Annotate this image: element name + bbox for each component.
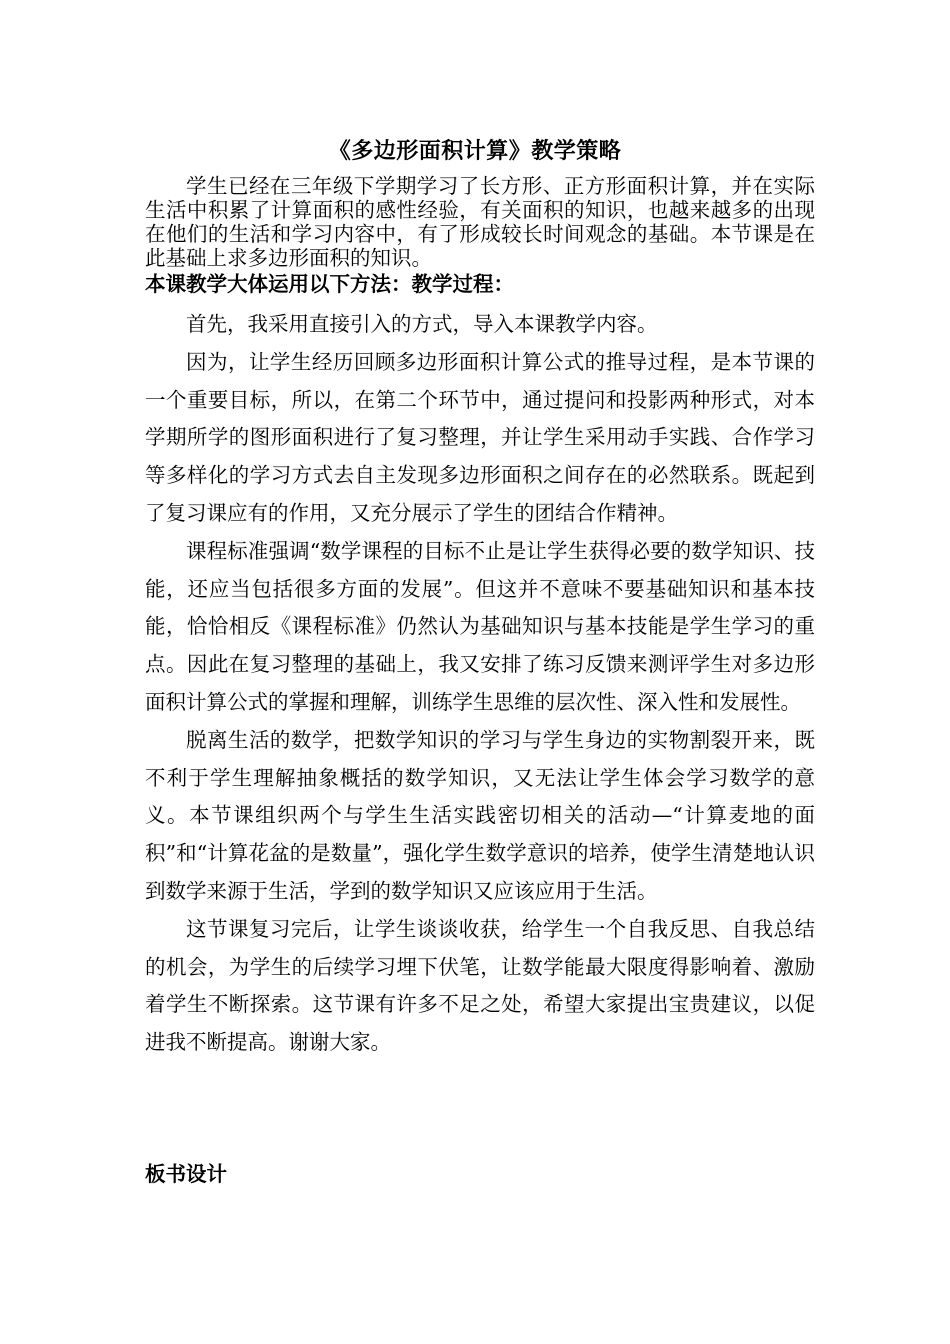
intro-section [145,174,815,296]
methods-heading: 本课教学大体运用以下方法：教学过程： [145,272,514,296]
paragraph-life-math: 脱离生活的数学，把数学知识的学习与学生身边的实物割裂开来，既不利于学生理解抽象概括的数学知识，又无法让学生体会学习数学的意义。本节课组织两个与学生生活实践密切相关的活动—“计算麦地的面积”和“计算花盆的是数量”，强化学生数学意识的培养，使学生清楚地认识到数学来源于生活，学到的数学知识又应该应用于生活。 [145,727,815,903]
paragraph-summary: 这节课复习完后，让学生谈谈收获，给学生一个自我反思、自我总结的机会，为学生的后续学习埋下伏笔，让数学能最大限度得影响着、激励着学生不断探索。这节课有许多不足之处，希望大家提出宝贵建议，以促进我不断提高。谢谢大家。 [145,916,815,1055]
body-section [145,306,815,1062]
intro-paragraph: 学生已经在三年级下学期学习了长方形、正方形面积计算，并在实际生活中积累了计算面积的感性经验，有关面积的知识，也越来越多的出现在他们的生活和学习内容中，有了形成较长时间观念的基础。本节课是在此基础上求多边形面积的知识。 [145,174,815,270]
paragraph-standards: 课程标准强调“数学课程的目标不止是让学生获得必要的数学知识、技能，还应当包括很多方面的发展”。但这并不意味不要基础知识和基本技能，恰恰相反《课程标准》仍然认为基础知识与基本技能是学生学习的重点。因此在复习整理的基础上，我又安排了练习反馈来测评学生对多边形面积计算公式的掌握和理解，训练学生思维的层次性、深入性和发展性。 [145,538,815,714]
paragraph-review: 因为，让学生经历回顾多边形面积计算公式的推导过程，是本节课的一个重要目标，所以，在第二个环节中，通过提问和投影两种形式，对本学期所学的图形面积进行了复习整理，并让学生采用动手实践、合作学习等多样化的学习方式去自主发现多边形面积之间存在的必然联系。既起到了复习课应有的作用，又充分展示了学生的团结合作精神。 [145,349,815,525]
board-design-heading: 板书设计 [145,1162,227,1186]
document-title: 《多边形面积计算》教学策略 [328,138,622,164]
paragraph-introduction: 首先，我采用直接引入的方式，导入本课教学内容。 [186,312,658,336]
